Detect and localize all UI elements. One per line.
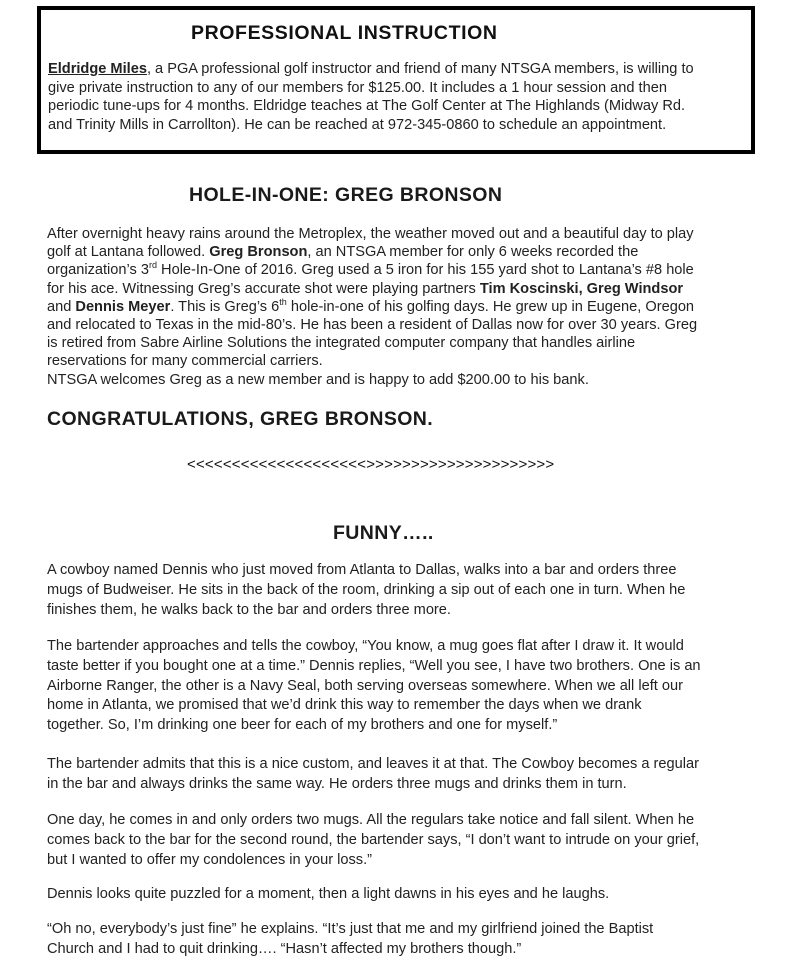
hio-text: organization’s 3	[47, 262, 149, 279]
funny-paragraph-1	[47, 561, 792, 620]
instruction-line-3: periodic tune-ups for 4 months. Eldridge teaches at The Golf Center at The Highlands (Midway Rd.	[48, 98, 686, 115]
hio-line: is retired from Sabre Airline Solutions the integrated computer company that handles airline	[47, 335, 636, 352]
hio-text: for his ace. Witnessing Greg’s accurate shot were playing partners	[47, 280, 480, 297]
hio-line: After overnight heavy rains around the Metroplex, the weather moved out and a beautiful day to play	[47, 226, 694, 242]
hio-text: , an NTSGA member for only 6 weeks recorded the	[307, 244, 639, 261]
paragraph-line: mugs of Budweiser. He sits in the back of the room, drinking a sip out of each one in turn. When he	[47, 581, 686, 598]
instructor-name: Eldridge Miles	[48, 61, 147, 77]
hio-text: . This is Greg’s 6	[170, 298, 280, 315]
paragraph-line: taste better if you bought one at a time.” Dennis replies, “Well you see, I have two brothers. One is an	[47, 657, 701, 674]
instruction-line-4: and Trinity Mills in Carrollton). He can be reached at 972-345-0860 to schedule an appointment.	[48, 116, 667, 133]
instruction-body	[48, 60, 758, 134]
hio-line	[47, 261, 787, 279]
hio-text: Hole-In-One of 2016. Greg used a 5 iron for his 155 yard shot to Lantana’s #8 hole	[156, 262, 694, 279]
paragraph-line: “Oh no, everybody’s just fine” he explains. “It’s just that me and my girlfriend joined the Baptist	[47, 921, 654, 937]
paragraph-line: Church and I had to quit drinking…. “Hasn’t affected my brothers though.”	[47, 940, 522, 957]
paragraph-line: together. So, I’m drinking one beer for each of my brothers and one for myself.”	[47, 717, 558, 734]
congratulations-heading: CONGRATULATIONS, GREG BRONSON.	[47, 408, 434, 430]
hio-line	[47, 280, 787, 298]
hole-in-one-title: HOLE-IN-ONE: GREG BRONSON	[189, 184, 503, 206]
funny-paragraph-4	[47, 811, 792, 870]
hio-ordinal: rd	[148, 260, 157, 271]
paragraph-line: but I wanted to offer my condolences in your loss.”	[47, 851, 373, 868]
funny-paragraph-2	[47, 637, 792, 736]
hio-text: golf at Lantana followed.	[47, 244, 210, 261]
hole-in-one-body	[47, 225, 787, 389]
funny-paragraph-6	[47, 920, 792, 960]
hio-name-dennis: Dennis Meyer	[75, 298, 171, 315]
paragraph-line: Airborne Ranger, the other is a Navy Seal, both serving overseas somewhere. When we all left our	[47, 677, 683, 694]
hio-line	[47, 243, 787, 261]
funny-paragraph-3	[47, 755, 792, 795]
hio-text: hole-in-one of his golfing days. He grew up in Eugene, Oregon	[286, 298, 695, 315]
paragraph-line: The bartender admits that this is a nice custom, and leaves it at that. The Cowboy becomes a regular	[47, 756, 699, 772]
hio-line	[47, 298, 787, 316]
hio-partner-names: Tim Koscinski, Greg Windsor	[479, 280, 684, 297]
funny-paragraph-5	[47, 885, 792, 905]
paragraph-line: A cowboy named Dennis who just moved from Atlanta to Dallas, walks into a bar and orders three	[47, 562, 677, 578]
instruction-box	[37, 6, 755, 154]
paragraph-line: in the bar and always drinks the same way. He orders three mugs and drinks them in turn.	[47, 775, 627, 792]
paragraph-line: Dennis looks quite puzzled for a moment, then a light dawns in his eyes and he laughs.	[47, 886, 610, 902]
funny-title: FUNNY…..	[333, 522, 434, 544]
instruction-title: PROFESSIONAL INSTRUCTION	[191, 22, 498, 44]
hio-line: reservations for many commercial carriers.	[47, 353, 323, 370]
paragraph-line: The bartender approaches and tells the cowboy, “You know, a mug goes flat after I draw it. It would	[47, 638, 684, 654]
instruction-line-2: give private instruction to any of our members for $125.00. It includes a 1 hour session and then	[48, 79, 667, 96]
paragraph-line: comes back to the bar for the second round, the bartender says, “I don’t want to intrude on your grief,	[47, 831, 700, 848]
paragraph-line: One day, he comes in and only orders two mugs. All the regulars take notice and fall silent. When he	[47, 812, 695, 828]
hio-line: and relocated to Texas in the mid-80’s. He has been a resident of Dallas now for over 30 years. Greg	[47, 317, 698, 334]
paragraph-line: home in Atlanta, we promised that we’d drink this way to remember the days when we drank	[47, 697, 642, 714]
hio-name-greg: Greg Bronson	[209, 244, 308, 261]
section-divider: <<<<<<<<<<<<<<<<<<<<>>>>>>>>>>>>>>>>>>>>>	[187, 456, 555, 473]
paragraph-line: finishes them, he walks back to the bar and orders three more.	[47, 601, 451, 618]
hio-ordinal: th	[279, 296, 287, 307]
instruction-line-1-text: , a PGA professional golf instructor and friend of many NTSGA members, is willing to	[146, 61, 694, 77]
hio-text: and	[47, 298, 76, 315]
hio-line: NTSGA welcomes Greg as a new member and is happy to add $200.00 to his bank.	[47, 371, 589, 388]
instruction-line-1	[48, 60, 758, 79]
